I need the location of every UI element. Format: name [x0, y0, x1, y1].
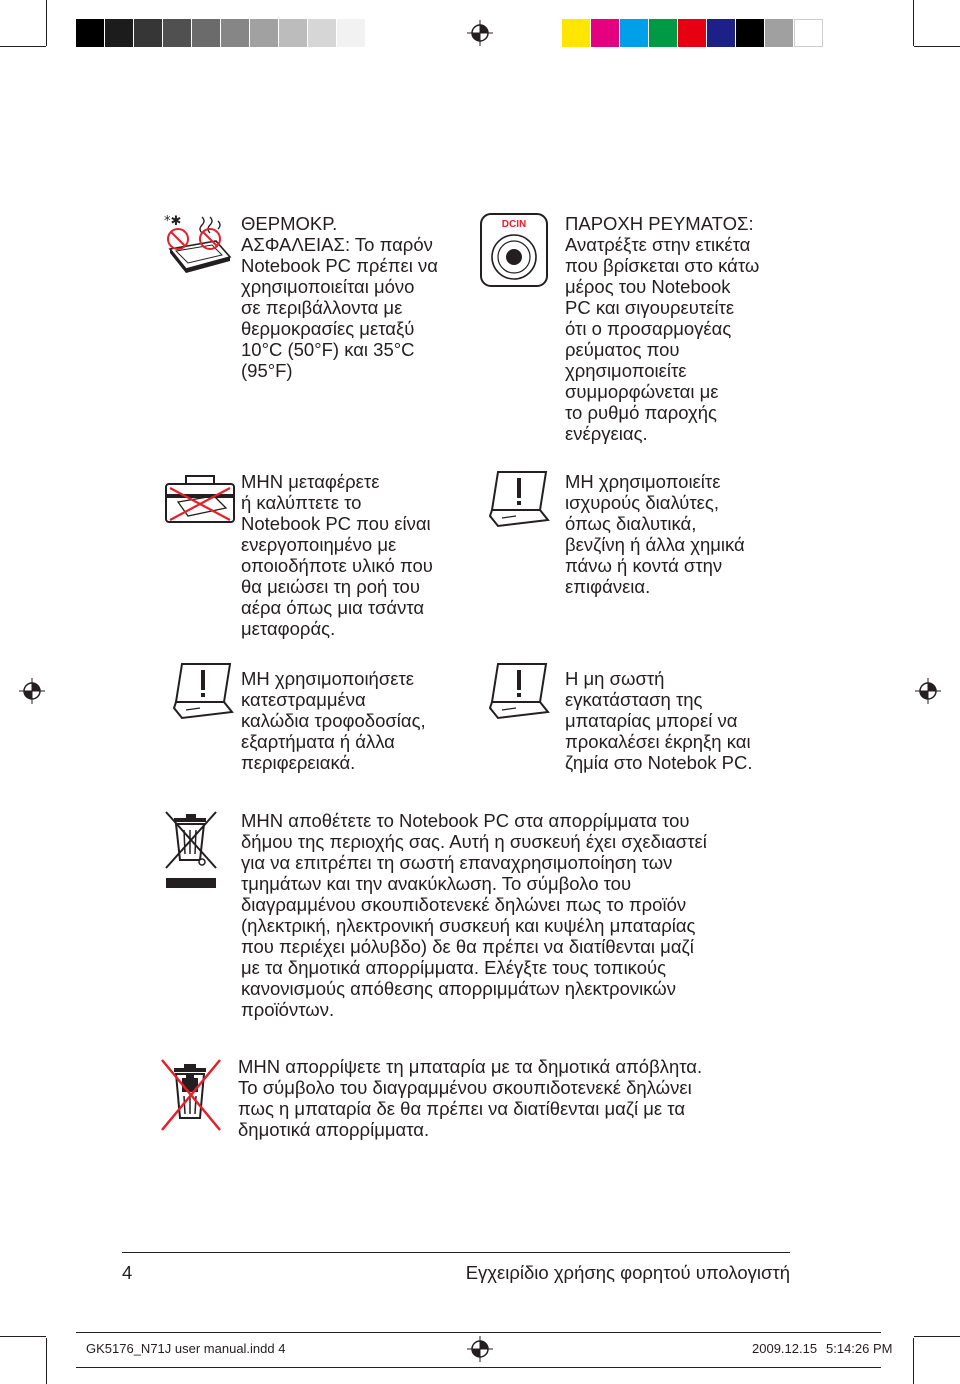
color-swatch — [308, 19, 337, 47]
color-swatch — [279, 19, 308, 47]
crop-mark — [0, 46, 46, 47]
color-swatch — [105, 19, 134, 47]
color-swatch — [76, 19, 105, 47]
color-swatch — [250, 19, 279, 47]
color-swatch — [736, 19, 765, 47]
registration-mark-icon — [19, 678, 45, 704]
registration-mark-icon — [915, 678, 941, 704]
no-bag-icon — [164, 472, 236, 524]
color-calibration-bar — [562, 19, 823, 47]
svg-text:DCIN: DCIN — [501, 219, 527, 230]
crop-mark — [913, 0, 914, 46]
crop-mark — [46, 0, 47, 46]
damaged-cables-notice-text: ΜΗ χρησιμοποιήσετε κατεστραμμένα καλώδια τροφοδοσίας, εξαρτήματα ή άλλα περιφερειακά. — [241, 668, 426, 773]
color-swatch — [562, 19, 591, 47]
color-swatch — [707, 19, 736, 47]
laptop-warning-icon — [488, 662, 552, 720]
laptop-warning-icon — [172, 662, 236, 720]
dc-input-icon — [480, 213, 548, 287]
color-swatch — [337, 19, 366, 47]
no-solvents-notice-text: ΜΗ χρησιμοποιείτε ισχυρούς διαλύτες, όπως διαλυτικά, βενζίνη ή άλλα χημικά πάνω ή κοντά στην επιφάνεια. — [565, 471, 745, 597]
color-swatch — [134, 19, 163, 47]
page-number: 4 — [122, 1262, 133, 1283]
color-swatch — [192, 19, 221, 47]
color-swatch — [765, 19, 794, 47]
color-swatch — [591, 19, 620, 47]
slug-filename: GK5176_N71J user manual.indd 4 — [86, 1341, 286, 1356]
laptop-warning-icon — [488, 470, 552, 528]
crop-mark — [46, 1338, 47, 1384]
color-swatch — [794, 19, 823, 47]
battery-install-notice-text: Η μη σωστή εγκατάσταση της μπαταρίας μπορεί να προκαλέσει έκρηξη και ζημία στο Notebok PC. — [565, 668, 753, 773]
crossed-battery-bin-icon — [160, 1058, 222, 1132]
grayscale-calibration-bar — [76, 19, 366, 47]
slug-date: 2009.12.15 — [752, 1341, 818, 1356]
svg-text:*✱: *✱ — [164, 214, 182, 229]
temperature-warning-icon — [164, 213, 236, 277]
registration-mark-icon — [467, 20, 493, 46]
temperature-notice-text: ΘΕΡΜΟΚΡ. ΑΣΦΑΛΕΙΑΣ: Το παρόν Notebook PC πρέπει να χρησιμοποιείται μόνο σε περιβάλλοντα με θερμοκρασίες μεταξύ 10°C (50°F) και 35°C (95°F) — [241, 213, 438, 381]
crop-mark — [914, 46, 960, 47]
no-carry-bag-notice-text: ΜΗΝ μεταφέρετε ή καλύπτετε το Notebook PC που είναι ενεργοποιημένο με οποιοδήποτε υλικό που θα μειώσει τη ροή του αέρα όπως μια τσάντα μεταφοράς. — [241, 471, 433, 639]
disposal-notice-text: ΜΗΝ αποθέτετε το Notebook PC στα απορρίμματα του δήμου της περιοχής σας. Αυτή η συσκευή έχει σχεδιαστεί για να επιτρέπει τη σωστή επαναχρησιμοποίηση των τμημάτων και την ανακύκλωση. Το σύμβολο του διαγραμμένου σκουπιδοτενεκέ δηλώνει πως το προϊόν (ηλεκτρική, ηλεκτρονική συσκευή και κυψέλη μπαταρίας που περιέχει μόλυβδο) δε θα πρέπει να διατίθενται μαζί με τα δημοτικά απορρίμματα. Ελέγξτε τους τοπικούς κανονισμούς απόθεσης απορριμμάτων ηλεκτρονικών προϊόντων. — [241, 810, 707, 1020]
color-swatch — [620, 19, 649, 47]
crossed-wheelie-bin-icon — [164, 808, 218, 890]
footer-rule — [122, 1252, 790, 1253]
color-swatch — [221, 19, 250, 47]
slug-time: 5:14:26 PM — [826, 1341, 893, 1356]
crop-mark — [914, 1336, 960, 1337]
power-supply-notice-text: ΠΑΡΟΧΗ ΡΕΥΜΑΤΟΣ: Ανατρέξτε στην ετικέτα που βρίσκεται στο κάτω μέρος του Notebook PC και σιγουρευτείτε ότι ο προσαρμογέας ρεύματος που χρησιμοποιείτε συμμορφώνεται με το ρυθμό παροχής ενέργειας. — [565, 213, 760, 444]
crop-mark — [0, 1336, 46, 1337]
color-swatch — [649, 19, 678, 47]
color-swatch — [678, 19, 707, 47]
battery-disposal-notice-text: ΜΗΝ απορρίψετε τη μπαταρία με τα δημοτικά απόβλητα. Το σύμβολο του διαγραμμένου σκουπιδοτενεκέ δηλώνει πως η μπαταρία δε θα πρέπει να διατίθενται μαζί με τα δημοτικά απορρίμματα. — [238, 1056, 703, 1140]
color-swatch — [163, 19, 192, 47]
manual-title: Εγχειρίδιο χρήσης φορητού υπολογιστή — [465, 1262, 790, 1283]
crop-mark — [913, 1338, 914, 1384]
